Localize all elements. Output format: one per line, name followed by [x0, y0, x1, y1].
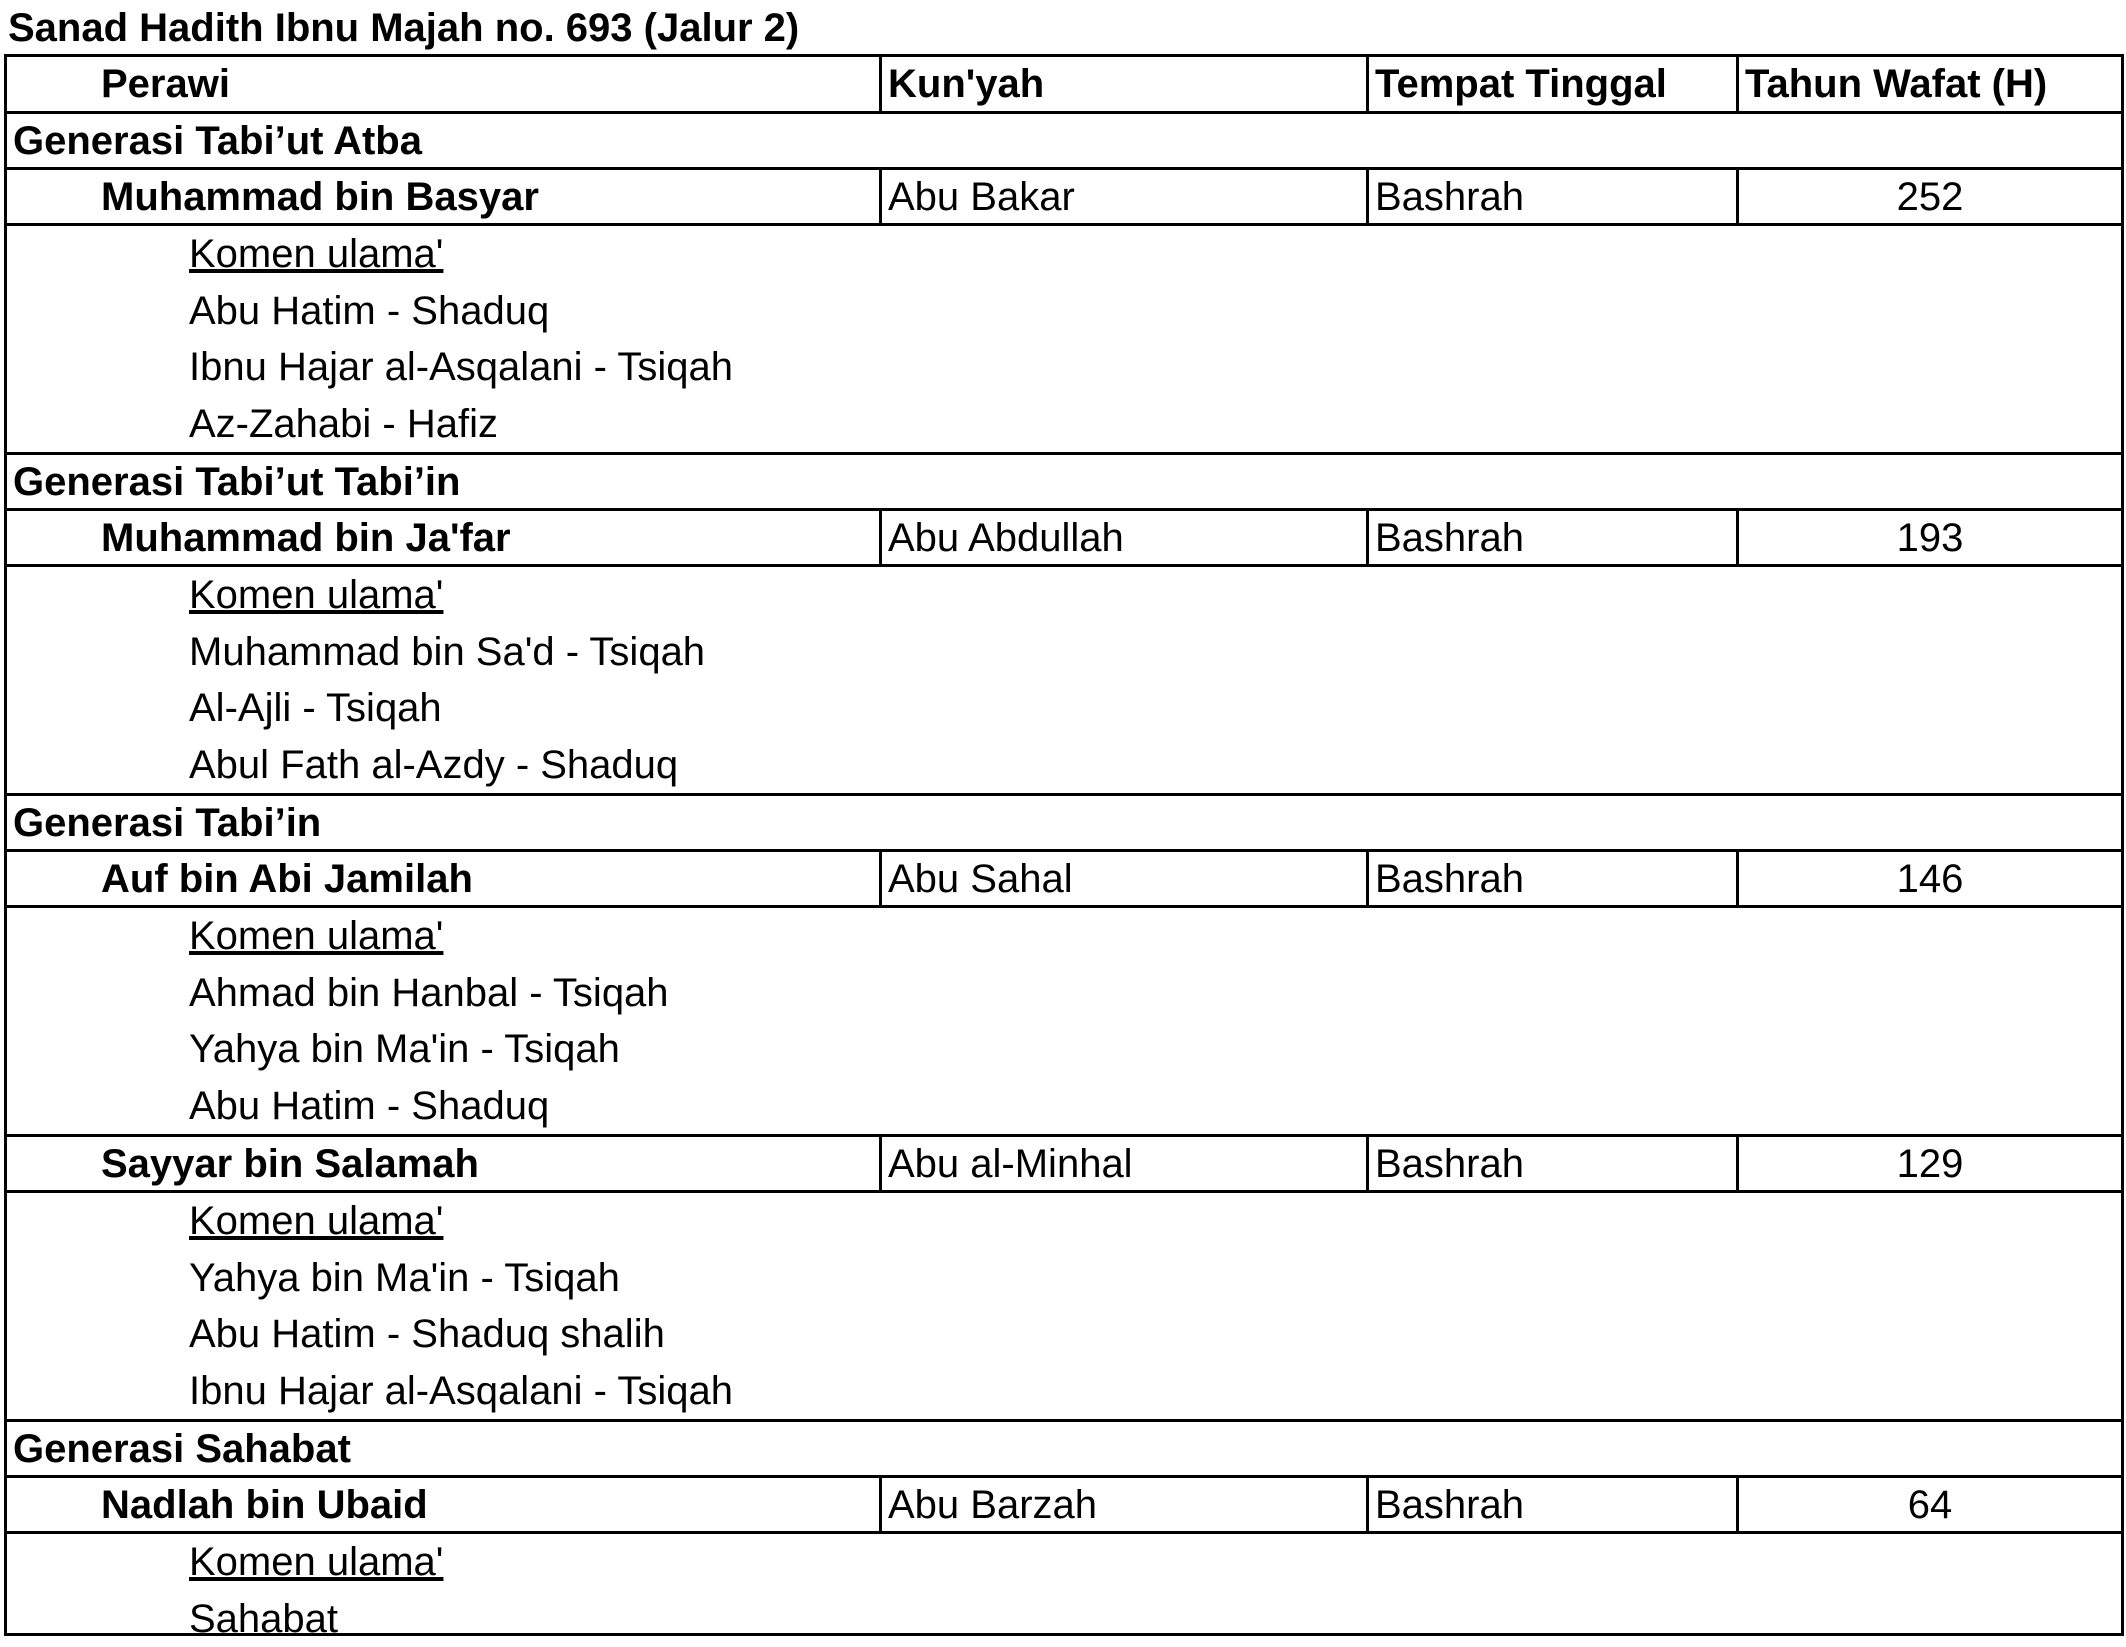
- narrator-death-year: 252: [1736, 170, 2121, 223]
- comments-row: [7, 905, 2121, 1134]
- narrator-place: Bashrah: [1366, 852, 1736, 905]
- comments-heading: Komen ulama': [189, 226, 2121, 283]
- page-title: Sanad Hadith Ibnu Majah no. 693 (Jalur 2): [8, 0, 799, 54]
- generation-row: [7, 452, 2121, 508]
- scholar-comment: Abu Hatim - Shaduq: [189, 283, 2121, 340]
- narrator-name: Muhammad bin Basyar: [7, 170, 879, 223]
- narrator-row: [7, 1134, 2121, 1190]
- narrator-kunyah: Abu Sahal: [879, 852, 1366, 905]
- scholar-comment: Abu Hatim - Shaduq: [189, 1078, 2121, 1135]
- narrator-name: Muhammad bin Ja'far: [7, 511, 879, 564]
- narrator-row: [7, 1475, 2121, 1531]
- column-header-kunyah: Kun'yah: [879, 57, 1366, 111]
- comments-heading: Komen ulama': [189, 1534, 2121, 1591]
- sanad-table: [4, 54, 2124, 1636]
- scholar-comment: Ibnu Hajar al-Asqalani - Tsiqah: [189, 339, 2121, 396]
- narrator-place: Bashrah: [1366, 511, 1736, 564]
- scholar-comment: Abul Fath al-Azdy - Shaduq: [189, 737, 2121, 794]
- column-header-tahun-wafat: Tahun Wafat (H): [1736, 57, 2121, 111]
- table-header-row: [7, 57, 2121, 111]
- scholar-comment: Abu Hatim - Shaduq shalih: [189, 1306, 2121, 1363]
- narrator-death-year: 146: [1736, 852, 2121, 905]
- generation-row: [7, 1419, 2121, 1475]
- scholar-comment: Muhammad bin Sa'd - Tsiqah: [189, 624, 2121, 681]
- generation-row: [7, 793, 2121, 849]
- scholar-comment: Ibnu Hajar al-Asqalani - Tsiqah: [189, 1363, 2121, 1420]
- comments-heading: Komen ulama': [189, 908, 2121, 965]
- generation-row: [7, 111, 2121, 167]
- scholar-comment: Az-Zahabi - Hafiz: [189, 396, 2121, 453]
- comments-row: [7, 1190, 2121, 1419]
- scholar-comment: Yahya bin Ma'in - Tsiqah: [189, 1021, 2121, 1078]
- narrator-kunyah: Abu Abdullah: [879, 511, 1366, 564]
- narrator-kunyah: Abu Barzah: [879, 1478, 1366, 1531]
- narrator-row: [7, 508, 2121, 564]
- generation-label: Generasi Tabi’in: [13, 796, 321, 850]
- narrator-row: [7, 167, 2121, 223]
- scholar-comment: Al-Ajli - Tsiqah: [189, 680, 2121, 737]
- narrator-name: Auf bin Abi Jamilah: [7, 852, 879, 905]
- narrator-death-year: 64: [1736, 1478, 2121, 1531]
- comments-row: [7, 564, 2121, 793]
- comments-row: [7, 1531, 2121, 1647]
- generation-label: Generasi Tabi’ut Tabi’in: [13, 455, 460, 509]
- generation-label: Generasi Tabi’ut Atba: [13, 114, 422, 168]
- narrator-row: [7, 849, 2121, 905]
- table-body: [7, 111, 2121, 1647]
- narrator-place: Bashrah: [1366, 1137, 1736, 1190]
- narrator-kunyah: Abu al-Minhal: [879, 1137, 1366, 1190]
- narrator-death-year: 193: [1736, 511, 2121, 564]
- narrator-name: Nadlah bin Ubaid: [7, 1478, 879, 1531]
- narrator-name: Sayyar bin Salamah: [7, 1137, 879, 1190]
- comments-row: [7, 223, 2121, 452]
- narrator-place: Bashrah: [1366, 170, 1736, 223]
- column-header-tempat-tinggal: Tempat Tinggal: [1366, 57, 1736, 111]
- comments-heading: Komen ulama': [189, 1193, 2121, 1250]
- comments-heading: Komen ulama': [189, 567, 2121, 624]
- scholar-comment: Ahmad bin Hanbal - Tsiqah: [189, 965, 2121, 1022]
- scholar-comment: Yahya bin Ma'in - Tsiqah: [189, 1250, 2121, 1307]
- narrator-kunyah: Abu Bakar: [879, 170, 1366, 223]
- generation-label: Generasi Sahabat: [13, 1422, 351, 1476]
- column-header-perawi: Perawi: [7, 57, 879, 111]
- narrator-place: Bashrah: [1366, 1478, 1736, 1531]
- scholar-comment: Sahabat: [189, 1591, 2121, 1647]
- narrator-death-year: 129: [1736, 1137, 2121, 1190]
